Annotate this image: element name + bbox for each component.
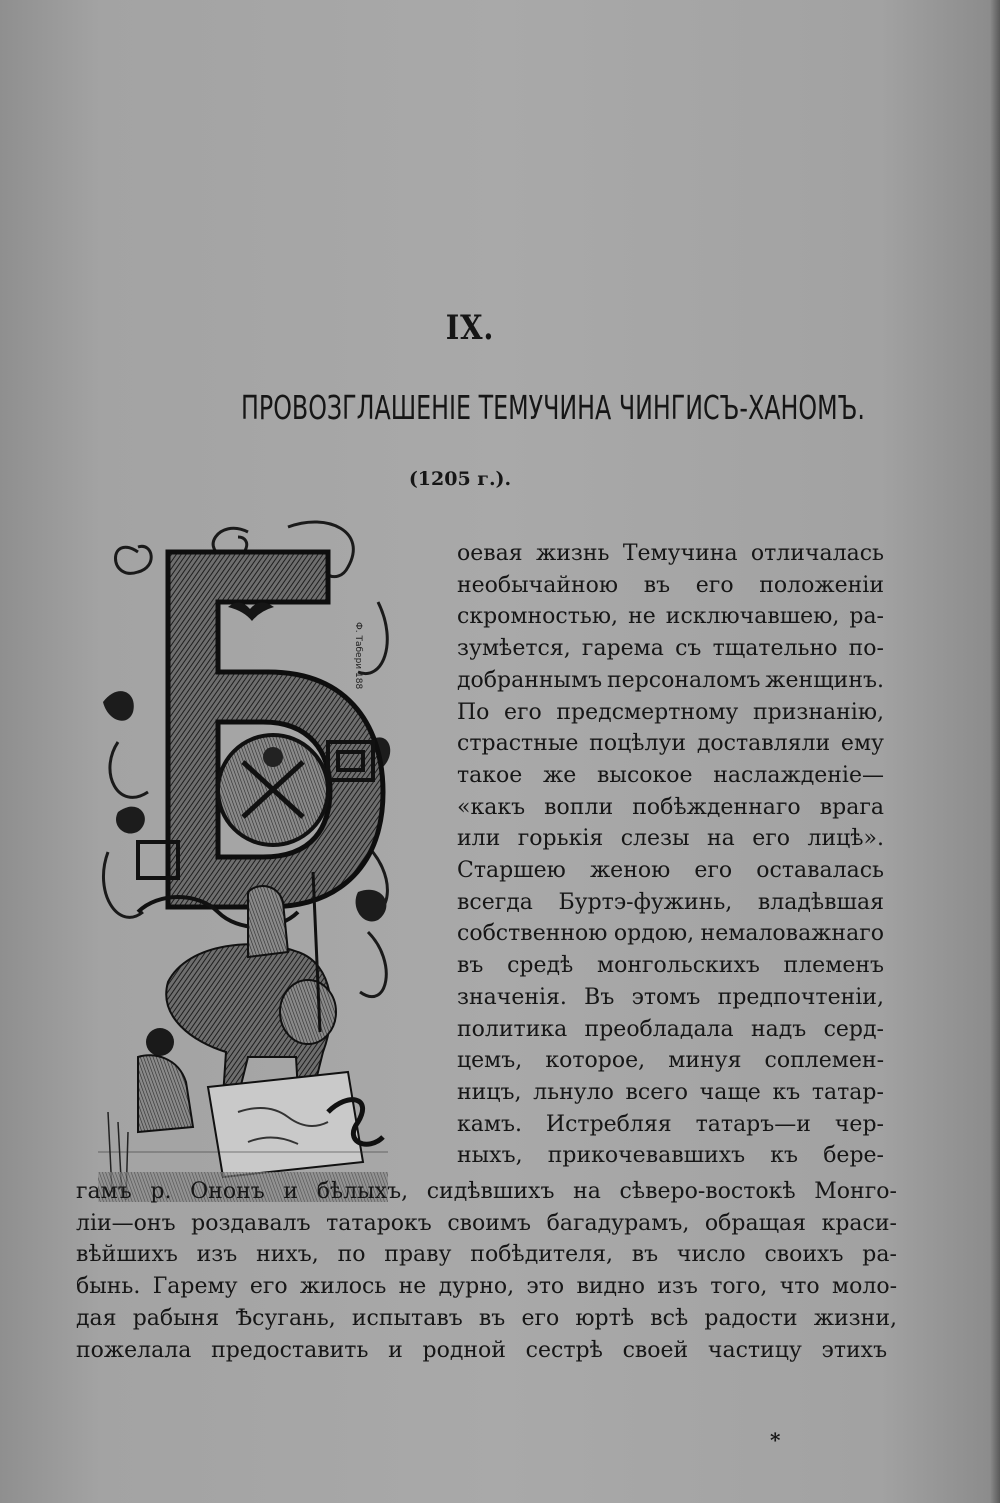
text-line: собственною ордою, немаловажнаго (457, 921, 884, 947)
text-line: страстные поцѣлуи доставляли ему (457, 731, 884, 757)
footnote-mark: * (770, 1428, 781, 1452)
text-line: пожелала предоставить и родной сестрѣ своей частицу этихъ (76, 1337, 888, 1363)
chapter-title: ПРОВОЗГЛАШЕНІЕ ТЕМУЧИНА ЧИНГИСЪ-ХАНОМЪ. (240, 388, 865, 427)
text-line: политика преобладала надъ серд- (457, 1016, 884, 1042)
text-line: дая рабыня Ѣсугань, испытавъ въ его юртѣ всѣ радости жизни, (76, 1305, 897, 1331)
text-line: Старшею женою его оставалась (457, 858, 884, 883)
text-line: такое же высокое наслажденіе— (457, 762, 884, 788)
artist-signature: Ф. Табери 188 (353, 622, 363, 690)
text-line: камъ. Истребляя татаръ—и чер- (457, 1111, 884, 1137)
text-line: бынь. Гарему его жилось не дурно, это видно изъ того, что моло- (76, 1274, 897, 1300)
text-line: ныхъ, прикочевавшихъ къ бере- (457, 1143, 884, 1169)
text-line: необычайною въ его положеніи (457, 572, 884, 598)
text-line: или горькія слезы на его лицѣ». (457, 826, 884, 852)
text-line: «какъ вопли побѣжденнаго врага (457, 794, 884, 820)
text-line: По его предсмертному признанію, (457, 699, 884, 725)
chapter-date: (1205 г.). (408, 468, 512, 490)
text-line: вѣйшихъ изъ нихъ, по праву побѣдителя, въ число своихъ ра- (76, 1242, 897, 1268)
text-line: значенія. Въ этомъ предпочтеніи, (457, 984, 884, 1010)
text-line: зумѣется, гарема съ тщательно по- (457, 636, 884, 662)
text-line: гамъ р. Ононъ и бѣлыхъ, сидѣвшихъ на сѣверо-востокѣ Монго- (76, 1179, 897, 1204)
text-line: скромностью, не исключавшею, ра- (457, 604, 884, 630)
text-line: всегда Буртэ-фужинь, владѣвшая (457, 889, 884, 915)
chapter-number: IX. (445, 308, 495, 348)
text-line: цемъ, которое, минуя соплемен- (457, 1048, 884, 1074)
text-line: оевая жизнь Темучина отличалась (457, 541, 884, 566)
illuminated-initial-illustration (98, 512, 398, 1202)
text-line: добраннымъ персоналомъ женщинъ. (457, 667, 884, 693)
text-line: въ средѣ монгольскихъ племенъ (457, 953, 884, 979)
text-line: ницъ, льнуло всего чаще къ татар- (457, 1079, 884, 1105)
text-line: ліи—онъ роздавалъ татарокъ своимъ багадурамъ, обращая краси- (76, 1210, 897, 1236)
